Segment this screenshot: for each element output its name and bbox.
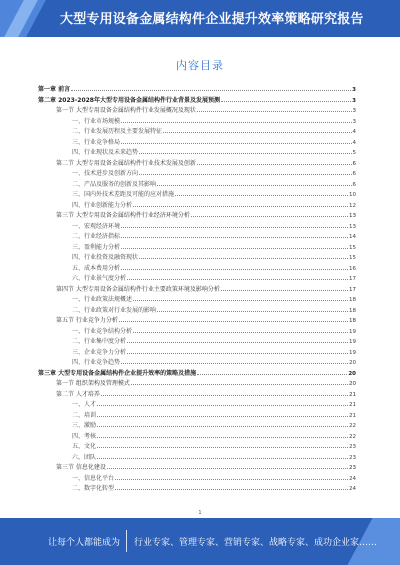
toc-entry-title: 二、产品及服务的创新及其影响 (72, 180, 157, 188)
toc-entry-title: 三、盈利能力分析 (72, 243, 121, 251)
toc-entry-title: 二、行业经济指标 (72, 233, 121, 240)
toc-entry[interactable] (38, 116, 356, 127)
toc-entry-page: 20 (348, 370, 356, 377)
toc-entry-page: 6 (352, 181, 356, 188)
toc-entry-title: 第五节 行业竞争力分析 (56, 317, 118, 324)
toc-leader-dots (133, 200, 348, 207)
toc-entry-title: 第二章 2023-2028年大型专用设备金属结构件行业背景及发展预测 (38, 96, 220, 104)
toc-leader-dots (97, 441, 348, 448)
table-of-contents (38, 84, 356, 494)
toc-entry[interactable] (38, 210, 356, 221)
toc-leader-dots (97, 452, 348, 459)
toc-leader-dots (157, 179, 351, 186)
toc-entry[interactable] (38, 389, 356, 400)
toc-entry[interactable] (38, 441, 356, 452)
toc-entry[interactable] (38, 179, 356, 190)
toc-entry-page: 10 (349, 192, 356, 198)
toc-leader-dots (115, 473, 348, 480)
page-number: 1 (198, 510, 202, 516)
toc-entry[interactable] (38, 399, 356, 410)
toc-entry[interactable] (38, 431, 356, 442)
toc-entry[interactable] (38, 410, 356, 421)
toc-entry[interactable] (38, 452, 356, 463)
toc-entry[interactable] (38, 315, 356, 326)
toc-entry[interactable] (38, 305, 356, 316)
toc-entry[interactable] (38, 420, 356, 431)
toc-leader-dots (107, 462, 348, 469)
toc-entry-page: 23 (349, 454, 356, 461)
toc-entry[interactable] (38, 158, 356, 169)
toc-entry[interactable] (38, 95, 356, 106)
toc-entry-title: 一、行业政策法规概述 (72, 296, 133, 303)
toc-entry-page: 6 (352, 160, 356, 167)
toc-entry-title: 六、行业景气度分析 (72, 275, 127, 282)
toc-entry-title: 二、行业政策对行业发展的影响 (72, 306, 157, 314)
toc-entry[interactable] (38, 368, 356, 379)
toc-entry-page: 13 (349, 213, 356, 219)
toc-leader-dots (221, 284, 348, 291)
toc-entry-title: 二、行业集中度分析 (72, 338, 127, 345)
toc-entry[interactable] (38, 137, 356, 148)
toc-entry-page: 21 (349, 402, 356, 408)
footer-roles: 行业专家、管理专家、营销专家、战略专家、成功企业家…… (134, 538, 378, 548)
toc-entry-title: 三、行业竞争格局 (72, 138, 121, 146)
toc-entry-page: 24 (349, 486, 356, 492)
toc-leader-dots (121, 263, 348, 270)
report-title: 大型专用设备金属结构件企业提升效率策略研究报告 (60, 12, 364, 27)
toc-entry-page: 20 (349, 360, 356, 366)
toc-entry-page: 14 (349, 234, 356, 240)
toc-entry-title: 第三节 大型专用设备金属结构件行业经济环境分析 (56, 212, 190, 219)
toc-leader-dots (127, 273, 348, 280)
footer-divider (126, 530, 127, 552)
toc-heading: 内容目录 (176, 59, 224, 72)
toc-entry[interactable] (38, 168, 356, 179)
toc-entry-page: 3 (352, 97, 356, 104)
toc-entry-title: 四、考核 (72, 432, 97, 440)
toc-entry-title: 二、培训 (72, 411, 97, 419)
toc-entry-title: 四、行业创新能力分析 (72, 201, 133, 209)
toc-entry[interactable] (38, 462, 356, 473)
toc-entry[interactable] (38, 252, 356, 263)
report-footer (0, 518, 400, 565)
toc-entry-page: 23 (349, 465, 356, 471)
toc-entry-title: 四、行业竞争趋势 (72, 359, 121, 366)
toc-leader-dots (127, 347, 348, 354)
toc-leader-dots (97, 399, 348, 406)
toc-entry-page: 22 (349, 433, 356, 440)
toc-entry-page: 18 (349, 318, 356, 324)
toc-entry[interactable] (38, 326, 356, 337)
toc-entry-title: 三、激励 (72, 422, 97, 429)
toc-leader-dots (131, 378, 348, 385)
toc-leader-dots (121, 221, 348, 228)
toc-entry[interactable] (38, 84, 356, 95)
toc-entry-page: 16 (349, 265, 356, 272)
toc-entry[interactable] (38, 126, 356, 137)
toc-leader-dots (121, 357, 348, 364)
toc-entry-title: 第三节 信息化建设 (56, 464, 106, 471)
toc-leader-dots (121, 116, 351, 123)
toc-entry-page: 19 (349, 339, 356, 345)
toc-entry[interactable] (38, 189, 356, 200)
toc-leader-dots (139, 168, 351, 175)
toc-entry[interactable] (38, 294, 356, 305)
toc-entry-page: 20 (349, 381, 356, 387)
toc-leader-dots (157, 305, 348, 312)
toc-entry-title: 第一节 大型专用设备金属结构件行业发展概况及现状 (56, 107, 196, 114)
toc-entry-page: 13 (349, 223, 356, 230)
toc-leader-dots (97, 420, 348, 427)
toc-entry-title: 二、行业发展历程及主要发展特征 (72, 128, 163, 135)
toc-leader-dots (133, 326, 348, 333)
toc-entry[interactable] (38, 336, 356, 347)
toc-entry-page: 3 (352, 118, 356, 125)
toc-entry-title: 一、行业市场规模 (72, 117, 121, 125)
toc-entry[interactable] (38, 242, 356, 253)
toc-entry-page: 23 (349, 444, 356, 450)
toc-leader-dots (101, 389, 348, 396)
toc-entry-page: 15 (349, 244, 356, 251)
toc-entry-title: 一、宏观经济环境 (72, 222, 121, 230)
toc-entry-page: 4 (352, 139, 356, 146)
toc-entry-title: 一、技术进步及创新方向 (72, 170, 139, 177)
toc-entry-title: 一、信息化平台 (72, 474, 115, 482)
toc-entry-title: 三、国内外技术差距及可能的应对措施 (72, 191, 175, 198)
toc-entry-title: 一、行业竞争结构分析 (72, 327, 133, 335)
toc-entry-page: 18 (349, 297, 356, 303)
toc-entry-page: 19 (349, 349, 356, 356)
toc-entry-page: 24 (349, 475, 356, 482)
footer-slogan: 让每个人都能成为 (48, 538, 121, 548)
toc-entry[interactable] (38, 483, 356, 494)
toc-entry-page: 22 (349, 423, 356, 429)
toc-entry-page: 3 (352, 108, 356, 114)
toc-leader-dots (197, 368, 347, 375)
toc-entry-title: 三、企业竞争力分析 (72, 348, 127, 356)
toc-entry-title: 第三章 大型专用设备金属结构件企业提升效率的策略及措施 (38, 369, 197, 377)
toc-entry[interactable] (38, 105, 356, 116)
toc-leader-dots (191, 210, 348, 217)
toc-entry-page: 21 (349, 391, 356, 398)
toc-entry-title: 五、文化 (72, 443, 97, 450)
toc-leader-dots (71, 84, 351, 91)
toc-entry-page: 19 (349, 328, 356, 335)
toc-entry-title: 第一章 前言 (38, 86, 71, 93)
toc-entry-page: 3 (352, 87, 356, 93)
toc-entry-title: 第二节 人才培养 (56, 390, 100, 398)
toc-entry-page: 18 (349, 307, 356, 314)
toc-entry-page: 17 (349, 276, 356, 282)
toc-entry[interactable] (38, 347, 356, 358)
toc-entry-title: 一、人才 (72, 401, 97, 408)
toc-entry-title: 第二节 大型专用设备金属结构件行业技术发展及创新 (56, 159, 196, 167)
toc-leader-dots (197, 105, 352, 112)
toc-leader-dots (97, 431, 348, 438)
toc-entry-page: 6 (352, 171, 356, 177)
toc-entry[interactable] (38, 263, 356, 274)
toc-leader-dots (115, 483, 348, 490)
toc-leader-dots (121, 231, 348, 238)
toc-leader-dots (139, 252, 348, 259)
toc-entry-page: 5 (352, 150, 356, 156)
toc-entry-title: 五、成本费用分析 (72, 264, 121, 272)
toc-leader-dots (121, 137, 351, 144)
toc-leader-dots (175, 189, 348, 196)
toc-entry-page: 15 (349, 255, 356, 261)
toc-entry[interactable] (38, 284, 356, 295)
toc-entry[interactable] (38, 378, 356, 389)
toc-entry-page: 12 (349, 202, 356, 209)
toc-entry[interactable] (38, 231, 356, 242)
toc-entry-page: 4 (352, 129, 356, 135)
toc-leader-dots (133, 294, 348, 301)
toc-entry-title: 四、行业现状及未来趋势 (72, 149, 139, 156)
toc-leader-dots (139, 147, 351, 154)
toc-leader-dots (127, 336, 348, 343)
toc-entry[interactable] (38, 200, 356, 211)
toc-entry[interactable] (38, 221, 356, 232)
toc-leader-dots (197, 158, 352, 165)
toc-entry[interactable] (38, 473, 356, 484)
toc-leader-dots (121, 242, 348, 249)
toc-entry-title: 第四节 大型专用设备金属结构件行业主要政策环境及影响分析 (56, 285, 220, 293)
toc-entry[interactable] (38, 357, 356, 368)
toc-entry-title: 六、团队 (72, 453, 97, 461)
toc-leader-dots (97, 410, 348, 417)
toc-entry-title: 第一节 组织架构及管理模式 (56, 380, 130, 387)
toc-leader-dots (119, 315, 348, 322)
toc-leader-dots (221, 95, 351, 102)
toc-entry[interactable] (38, 147, 356, 158)
toc-entry[interactable] (38, 273, 356, 284)
report-header (0, 0, 400, 37)
toc-entry-page: 17 (349, 286, 356, 293)
toc-leader-dots (163, 126, 351, 133)
toc-entry-title: 二、数字化转型 (72, 485, 115, 492)
toc-entry-page: 21 (349, 412, 356, 419)
toc-entry-title: 四、行业投资及融资现状 (72, 254, 139, 261)
